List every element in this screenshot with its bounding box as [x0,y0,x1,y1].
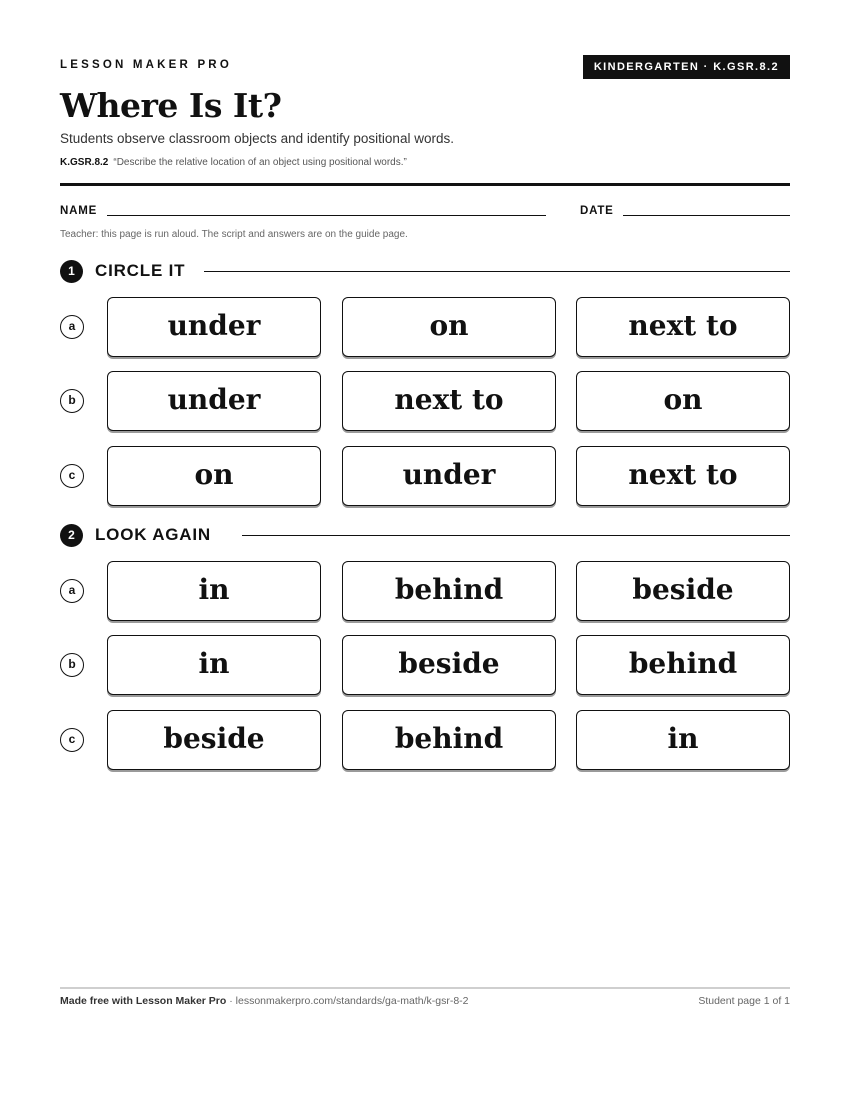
question-row [60,561,790,623]
header-divider [60,183,790,186]
section-title: LOOK AGAIN [95,525,211,544]
standard-text: “Describe the relative location of an object using positional words.” [113,157,407,168]
name-field[interactable] [107,215,546,216]
name-label: NAME [60,205,98,217]
section-title: CIRCLE IT [95,261,186,280]
row-letter-badge: c [60,728,84,752]
grade-standard-badge: KINDERGARTEN · K.GSR.8.2 [583,55,790,79]
row-letter-badge: a [60,579,84,603]
question-row [60,297,790,359]
footer-divider [60,987,790,989]
word-choice-card[interactable]: behind [576,635,790,695]
word-choice-card[interactable]: next to [342,371,556,431]
standard-code: K.GSR.8.2 [60,157,109,168]
standard-statement [60,157,407,168]
word-choice-card[interactable]: behind [342,710,556,770]
section-header-circle-it [60,259,790,285]
section-rule [204,271,790,272]
question-row [60,446,790,508]
word-choice-card[interactable]: on [107,446,321,506]
section-number-badge: 1 [60,260,83,283]
teacher-note: Teacher: this page is run aloud. The script and answers are on the guide page. [60,229,408,240]
footer-page-number: Student page 1 of 1 [698,995,790,1007]
question-row [60,371,790,433]
word-choice-card[interactable]: beside [576,561,790,621]
word-choice-card[interactable]: beside [342,635,556,695]
section-number-badge: 2 [60,524,83,547]
question-row [60,635,790,697]
word-choice-card[interactable]: in [107,561,321,621]
word-choice-card[interactable]: on [342,297,556,357]
footer-separator: · [226,995,236,1007]
date-label: DATE [580,205,614,217]
word-choice-card[interactable]: under [107,297,321,357]
footer-url-link[interactable]: lessonmakerpro.com/standards/ga-math/k-gsr-8-2 [235,995,469,1007]
word-choice-card[interactable]: next to [576,297,790,357]
section-header-look-again [60,523,790,549]
row-letter-badge: c [60,464,84,488]
row-letter-badge: b [60,389,84,413]
word-choice-card[interactable]: in [576,710,790,770]
word-choice-card[interactable]: next to [576,446,790,506]
word-choice-card[interactable]: behind [342,561,556,621]
footer-credit [60,995,469,1007]
word-choice-card[interactable]: on [576,371,790,431]
footer-credit-text: Made free with Lesson Maker Pro [60,995,227,1007]
word-choice-card[interactable]: beside [107,710,321,770]
question-row [60,710,790,772]
date-field[interactable] [623,215,790,216]
row-letter-badge: a [60,315,84,339]
section-rule [242,535,790,536]
page-subtitle: Students observe classroom objects and identify positional words. [60,131,454,146]
row-letter-badge: b [60,653,84,677]
page-title: Where Is It? [60,86,282,125]
brand-name: LESSON MAKER PRO [60,59,232,71]
word-choice-card[interactable]: under [107,371,321,431]
word-choice-card[interactable]: in [107,635,321,695]
word-choice-card[interactable]: under [342,446,556,506]
